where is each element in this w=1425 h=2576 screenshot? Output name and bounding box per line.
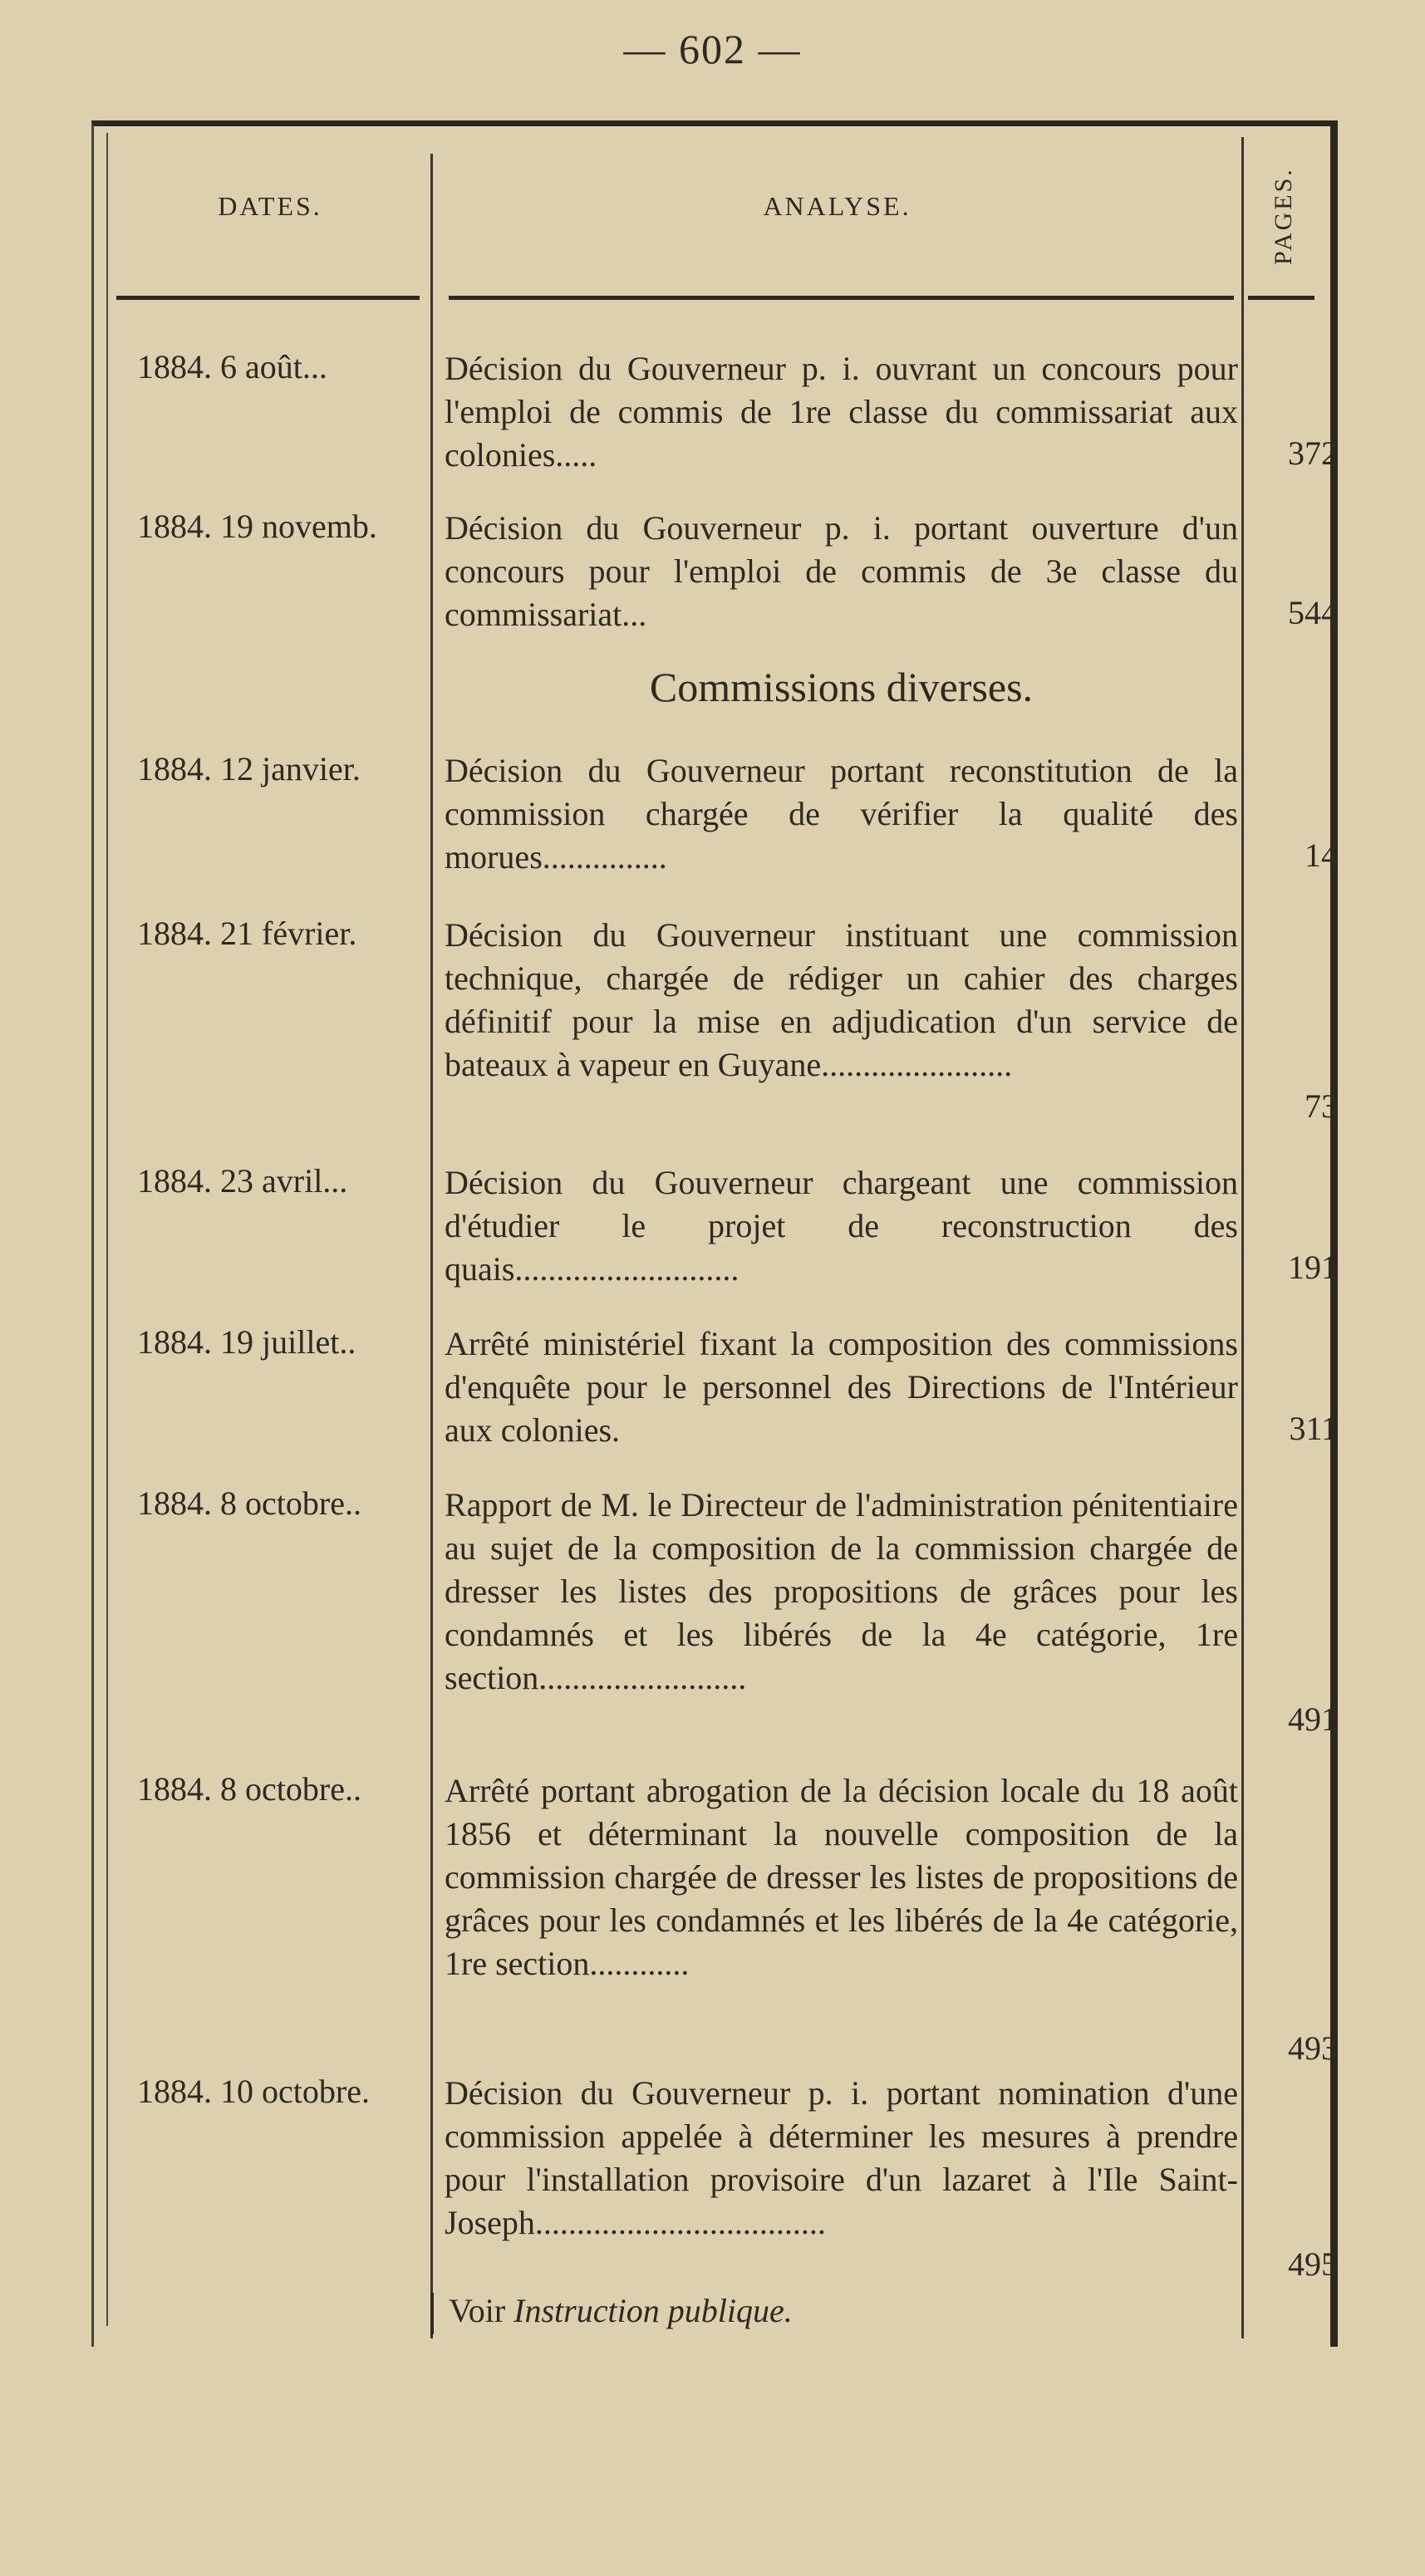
entry-analysis: Arrêté portant abrogation de la décision locale du 18 août 1856 et déterminant la nouvelle composition de la commission chargée de dresser les listes de propositions de grâces pour les condamnés et les libérés de la 4e catégorie, 1re section............: [445, 1772, 1238, 1982]
entry-analysis: Rapport de M. le Directeur de l'administration pénitentiaire au sujet de la composition de la commission chargée de dresser les listes des propositions de grâces pour les condamnés et les libérés de la 4e catégorie, 1re section.........................: [445, 1486, 1238, 1696]
entry-page: 491: [1288, 1700, 1338, 1738]
entry-date: 1884. 8 octobre..: [137, 1484, 361, 1522]
entry-analysis: Décision du Gouverneur instituant une commission technique, chargée de rédiger un cahier des charges définitif pour la mise en adjudication d'un service de bateaux à vapeur en Guyane.......................: [445, 916, 1238, 1083]
entry-date: 1884. 19 juillet..: [137, 1323, 356, 1361]
entry-page: 14: [1305, 837, 1338, 874]
date-column-rule: [430, 154, 433, 2338]
entry-date: 1884. 6 août...: [137, 348, 327, 385]
entry-analysis: Décision du Gouverneur p. i. portant ouverture d'un concours pour l'emploi de commis de 3e classe du commissariat...: [445, 509, 1238, 633]
entry-analysis: Arrêté ministériel fixant la composition des commissions d'enquête pour le personnel des Directions de l'Intérieur aux colonies.: [445, 1325, 1238, 1449]
header-dates: DATES.: [218, 191, 322, 221]
see-also-reference: [449, 2291, 793, 2330]
entry-date: 1884. 12 janvier.: [137, 750, 361, 788]
header-rule-pages: [1248, 296, 1314, 300]
entry-analysis: Décision du Gouverneur chargeant une commission d'étudier le projet de reconstruction des quais...........................: [445, 1164, 1238, 1288]
entry-analysis: Décision du Gouverneur p. i. portant nomination d'une commission appelée à déterminer les mesures à prendre pour l'installation provisoire d'un lazaret à l'Ile Saint-Joseph...................................: [445, 2074, 1238, 2241]
header-rule-analyse: [449, 296, 1234, 300]
entry-date: 1884. 19 novemb.: [137, 508, 377, 545]
entry-page: 191: [1288, 1249, 1338, 1286]
table-inner-border: [106, 133, 108, 2326]
see-also-target: Instruction publique.: [513, 2292, 793, 2329]
entry-date: 1884. 8 octobre..: [137, 1770, 361, 1808]
header-analyse: ANALYSE.: [763, 191, 912, 221]
entry-page: 544: [1288, 594, 1338, 631]
entry-page: 311: [1289, 1410, 1338, 1447]
entry-analysis: Décision du Gouverneur p. i. ouvrant un concours pour l'emploi de commis de 1re classe du commissariat aux colonies.....: [445, 350, 1238, 473]
section-title: Commissions diverses.: [649, 664, 1034, 710]
entry-page: 372: [1288, 434, 1338, 472]
entry-date: 1884. 21 février.: [137, 915, 357, 952]
see-also-prefix: Voir: [449, 2292, 506, 2329]
entry-analysis: Décision du Gouverneur portant reconstitution de la commission chargée de vérifier la qualité des morues...............: [445, 752, 1238, 876]
entry-page: 495: [1288, 2245, 1338, 2283]
page-number: — 602 —: [623, 26, 802, 72]
entry-date: 1884. 10 octobre.: [137, 2073, 370, 2110]
entry-page: 493: [1288, 2029, 1338, 2067]
header-pages: PAGES.: [1270, 167, 1297, 265]
entry-page: 73: [1305, 1087, 1338, 1125]
header-rule-dates: [116, 296, 420, 300]
see-also-bracket: [430, 2293, 434, 2334]
entry-date: 1884. 23 avril...: [137, 1162, 348, 1200]
pages-column-rule: [1241, 137, 1244, 2338]
